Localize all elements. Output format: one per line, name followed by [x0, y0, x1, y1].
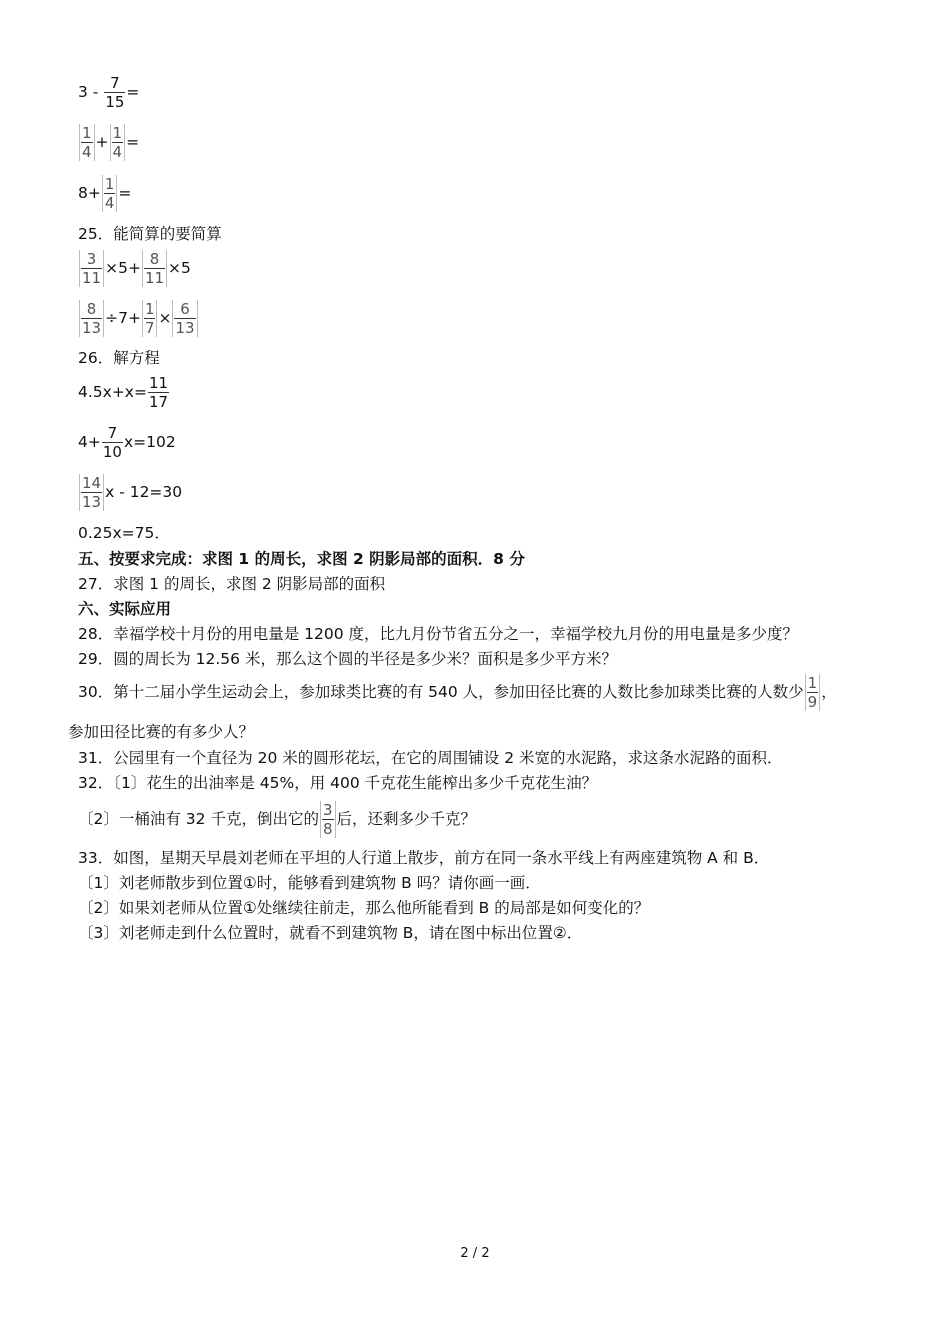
expr-text: × — [158, 309, 172, 327]
expr-text: ÷7+ — [105, 309, 141, 327]
denominator: 9 — [807, 693, 818, 711]
denominator: 15 — [105, 93, 125, 111]
question-text: 后，还剩多少千克？ — [336, 810, 477, 828]
expr-26b — [78, 424, 176, 461]
fraction — [148, 374, 169, 411]
numerator: 8 — [149, 250, 160, 268]
question-30-continued: 参加田径比赛的有多少人？ — [68, 723, 255, 741]
fraction — [142, 250, 167, 287]
numerator: 1 — [104, 175, 115, 193]
fraction — [79, 250, 104, 287]
expr-8-plus-quarter — [78, 175, 131, 212]
fraction — [102, 424, 123, 461]
fraction — [79, 300, 104, 337]
question-29: 29．圆的周长为 12.56 米，那么这个圆的半径是多少米？面积是多少平方米？ — [78, 650, 617, 668]
expr-text: x - 12=30 — [105, 483, 183, 501]
numerator: 8 — [86, 300, 97, 318]
denominator: 17 — [148, 393, 169, 411]
expr-text: 4.5x+x= — [78, 383, 147, 401]
expr-26d: 0.25x=75． — [78, 524, 170, 542]
denominator: 11 — [82, 269, 102, 287]
denominator: 10 — [102, 443, 122, 461]
question-33-part-3: 〔3〕刘老师走到什么位置时，就看不到建筑物 B，请在图中标出位置②． — [78, 924, 583, 942]
fraction — [142, 300, 158, 337]
numerator: 1 — [807, 674, 818, 692]
denominator: 13 — [82, 319, 102, 337]
question-33: 33．如图，星期天早晨刘老师在平坦的人行道上散步，前方在同一条水平线上有两座建筑物 A 和 B． — [78, 849, 770, 867]
expr-25a — [78, 250, 191, 287]
numerator: 1 — [82, 124, 92, 142]
numerator: 14 — [82, 474, 102, 492]
question-text: 30．第十二届小学生运动会上，参加球类比赛的有 540 人，参加田径比赛的人数比参加球类比赛的人数少 — [78, 683, 804, 701]
numerator: 6 — [180, 300, 190, 318]
numerator: 1 — [112, 124, 123, 142]
expr-25b — [78, 300, 199, 337]
expr-text: ×5+ — [105, 259, 141, 277]
fraction — [79, 474, 104, 511]
question-30 — [78, 674, 837, 711]
expr-text: x=102 — [123, 433, 176, 451]
question-26: 26．解方程 — [78, 349, 160, 367]
expr-text: = — [126, 133, 140, 151]
expr-text: ×5 — [168, 259, 191, 277]
denominator: 7 — [144, 319, 155, 337]
expr-text: = — [118, 184, 132, 202]
denominator: 4 — [82, 143, 92, 161]
expr-quarter-plus-quarter — [78, 124, 139, 161]
question-32-part-2 — [78, 801, 476, 838]
numerator: 1 — [144, 300, 155, 318]
denominator: 4 — [112, 143, 123, 161]
fraction — [104, 74, 125, 111]
expr-26a — [78, 374, 170, 411]
expr-text: + — [95, 133, 109, 151]
page-number: 2 / 2 — [460, 1246, 490, 1261]
expr-3-minus-7-15 — [78, 74, 139, 111]
expr-text: 8+ — [78, 184, 101, 202]
fraction — [79, 124, 95, 161]
question-33-part-2: 〔2〕如果刘老师从位置①处继续往前走，那么他所能看到 B 的局部是如何变化的？ — [78, 899, 650, 917]
expr-text: = — [126, 83, 140, 101]
fraction — [172, 300, 197, 337]
denominator: 8 — [322, 820, 333, 838]
section-5-heading: 五、按要求完成：求图 1 的周长，求图 2 阴影局部的面积．8 分 — [78, 550, 525, 568]
numerator: 7 — [110, 74, 120, 92]
question-text: 〔2〕一桶油有 32 千克，倒出它的 — [78, 810, 319, 828]
numerator: 3 — [322, 801, 333, 819]
question-32: 32．〔1〕花生的出油率是 45%，用 400 千克花生能榨出多少千克花生油？ — [78, 774, 598, 792]
question-31: 31．公园里有一个直径为 20 米的圆形花坛，在它的周围铺设 2 米宽的水泥路，求这条水泥路的面积． — [78, 749, 783, 767]
section-6-heading: 六、实际应用 — [78, 600, 172, 618]
expr-26c — [78, 474, 182, 511]
numerator: 11 — [148, 374, 169, 392]
denominator: 11 — [144, 269, 165, 287]
question-27: 27．求图 1 的周长，求图 2 阴影局部的面积 — [78, 575, 386, 593]
fraction — [102, 175, 118, 212]
fraction — [320, 801, 336, 838]
denominator: 13 — [82, 493, 102, 511]
numerator: 7 — [107, 424, 118, 442]
numerator: 3 — [86, 250, 97, 268]
question-33-part-1: 〔1〕刘老师散步到位置①时，能够看到建筑物 B 吗？请你画一画． — [78, 874, 541, 892]
question-28: 28．幸福学校十月份的用电量是 1200 度，比九月份节省五分之一，幸福学校九月份的用电量是多少度？ — [78, 625, 799, 643]
fraction — [110, 124, 126, 161]
expr-text: 3 - — [78, 83, 104, 101]
question-25: 25．能简算的要简算 — [78, 225, 222, 243]
question-text: ， — [821, 683, 837, 701]
denominator: 4 — [104, 194, 115, 212]
denominator: 13 — [175, 319, 195, 337]
expr-text: 4+ — [78, 433, 101, 451]
fraction — [805, 674, 821, 711]
